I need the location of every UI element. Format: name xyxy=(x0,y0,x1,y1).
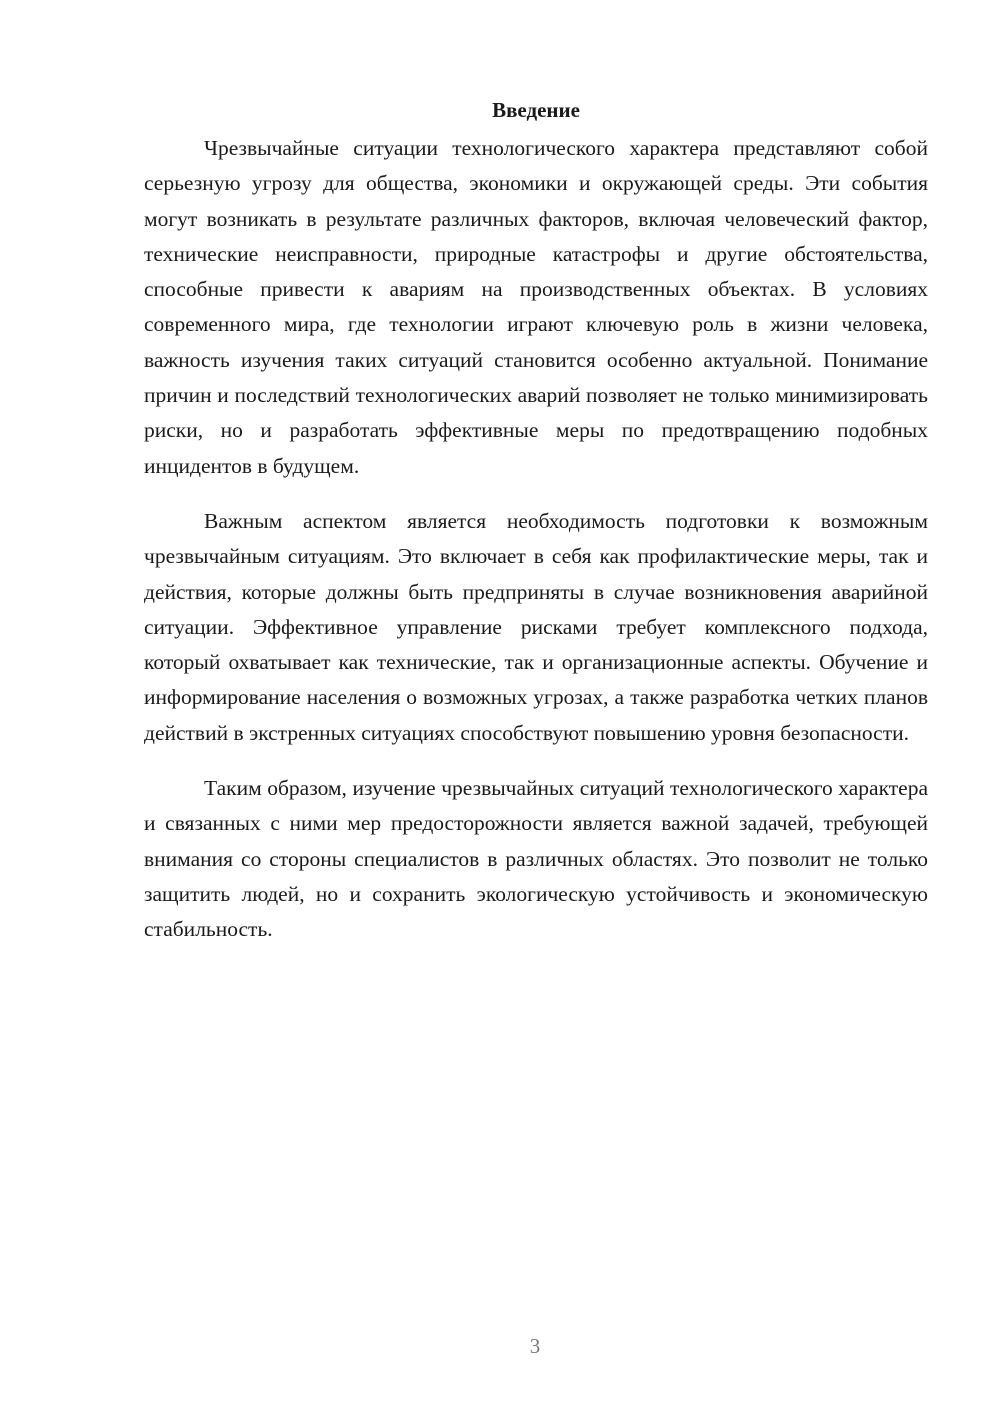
paragraph-1: Чрезвычайные ситуации технологического характера представляют собой серьезную угрозу для общества, экономики и окружающей среды. Эти события могут возникать в результате различных факторов, включая человеческий фактор, технические неисправности, природные катастрофы и другие обстоятельства, способные привести к авариям на производственных объектах. В условиях современного мира, где технологии играют ключевую роль в жизни человека, важность изучения таких ситуаций становится особенно актуальной. Понимание причин и последствий технологических аварий позволяет не только минимизировать риски, но и разработать эффективные меры по предотвращению подобных инцидентов в будущем. xyxy=(144,136,928,478)
section-heading: Введение xyxy=(492,98,580,122)
paragraph-2: Важным аспектом является необходимость подготовки к возможным чрезвычайным ситуациям. Это включает в себя как профилактические меры, так и действия, которые должны быть предприняты в случае возникновения аварийной ситуации. Эффективное управление рисками требует комплексного подхода, который охватывает как технические, так и организационные аспекты. Обучение и информирование населения о возможных угрозах, а также разработка четких планов действий в экстренных ситуациях способствуют повышению уровня безопасности. xyxy=(144,508,928,745)
paragraph-3: Таким образом, изучение чрезвычайных ситуаций технологического характера и связанных с ними мер предосторожности является важной задачей, требующей внимания со стороны специалистов в различных областях. Это позволит не только защитить людей, но и сохранить экологическую устойчивость и экономическую стабильность. xyxy=(144,776,928,942)
page-content xyxy=(144,92,928,968)
page-number: 3 xyxy=(529,1334,541,1358)
